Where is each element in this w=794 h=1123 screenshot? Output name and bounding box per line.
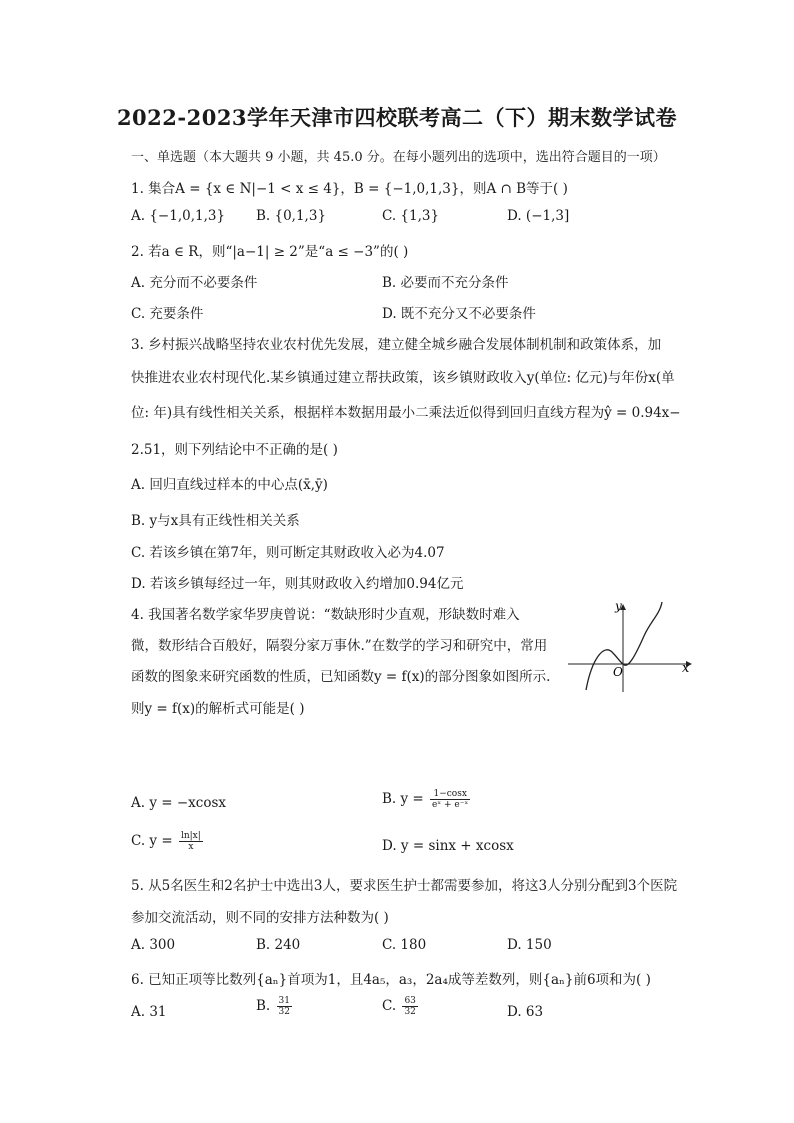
- fraction-denominator: x: [188, 842, 194, 852]
- q6-option-a: A. 31: [131, 1004, 167, 1020]
- fraction-numerator: 1−cosx: [430, 789, 470, 800]
- q4-option-c-fraction: [179, 831, 203, 852]
- q5-option-b: B. 240: [256, 937, 301, 953]
- question-2-stem: 2. 若a ∈ R，则“|a−1| ≥ 2”是“a ≤ −3”的( ): [131, 244, 409, 260]
- fraction-numerator: 31: [278, 996, 290, 1006]
- q3-option-a: A. 回归直线过样本的中心点(x̄,ȳ): [131, 477, 328, 493]
- question-3-line-1: 3. 乡村振兴战略坚持农业农村优先发展，建立健全城乡融合发展体制机制和政策体系，加: [131, 337, 662, 353]
- q6-option-b-prefix: B.: [256, 998, 271, 1014]
- q1-option-c: C. {1,3}: [382, 208, 440, 224]
- question-6-stem: 6. 已知正项等比数列{aₙ}首项为1，且4a₅，a₃，2a₄成等差数列，则{aₙ}前6项和为( ): [131, 972, 651, 988]
- question-4-line-2: 微，数形结合百般好，隔裂分家万事休.”在数学的学习和研究中，常用: [131, 638, 548, 654]
- q4-option-c: [131, 831, 205, 852]
- q2-option-a: A. 充分而不必要条件: [131, 275, 258, 291]
- fraction-numerator: 63: [404, 996, 416, 1006]
- question-1-stem: 1. 集合A = {x ∈ N|−1 < x ≤ 4}，B = {−1,0,1,3}，则A ∩ B等于( ): [131, 181, 568, 197]
- q4-option-d: D. y = sinx + xcosx: [382, 838, 514, 854]
- q5-option-a: A. 300: [131, 937, 176, 953]
- question-5-line-2: 参加交流活动，则不同的安排方法种数为( ): [131, 910, 389, 926]
- function-graph: [566, 598, 694, 694]
- question-3-line-2: 快推进农业农村现代化.某乡镇通过建立帮扶政策，该乡镇财政收入y(单位: 亿元)与年份x(单: [131, 370, 675, 386]
- q1-option-d: D. (−1,3]: [507, 208, 570, 224]
- q1-option-b: B. {0,1,3}: [256, 208, 327, 224]
- question-3-line-3: 位: 年)具有线性相关关系，根据样本数据用最小二乘法近似得到回归直线方程为ŷ = 0.94x−: [131, 405, 681, 421]
- q6-option-c: [382, 996, 420, 1017]
- q5-option-d: D. 150: [507, 937, 552, 953]
- q6-option-b-fraction: [277, 996, 292, 1017]
- y-axis-label: y: [615, 599, 622, 613]
- function-curve: [586, 602, 662, 690]
- q6-option-d: D. 63: [507, 1004, 544, 1020]
- q3-option-b: B. y与x具有正线性相关关系: [131, 513, 300, 529]
- x-axis-label: x: [682, 661, 690, 676]
- question-4-line-4: 则y = f(x)的解析式可能是( ): [131, 701, 305, 717]
- q5-option-c: C. 180: [382, 937, 427, 953]
- page-title: 2022-2023学年天津市四校联考高二（下）期末数学试卷: [116, 105, 678, 130]
- q3-option-c: C. 若该乡镇在第7年，则可断定其财政收入必为4.07: [131, 545, 445, 561]
- q2-option-c: C. 充要条件: [131, 306, 204, 322]
- question-4-line-3: 函数的图象来研究函数的性质，已知函数y = f(x)的部分图象如图所示.: [131, 669, 551, 685]
- q2-option-b: B. 必要而不充分条件: [382, 275, 509, 291]
- q4-option-c-prefix: C. y =: [131, 833, 173, 849]
- question-3-line-4: 2.51，则下列结论中不正确的是( ): [131, 442, 338, 458]
- section-heading: 一、单选题（本大题共 9 小题，共 45.0 分。在每小题列出的选项中，选出符合题目的一项）: [131, 150, 666, 165]
- q6-option-b: [256, 996, 294, 1017]
- q6-option-c-fraction: [402, 996, 417, 1017]
- q4-option-b-fraction: [430, 789, 470, 810]
- fraction-denominator: 32: [404, 1007, 416, 1017]
- question-4-line-1: 4. 我国著名数学家华罗庚曾说：“数缺形时少直观，形缺数时难入: [131, 607, 520, 623]
- q4-option-b-prefix: B. y =: [382, 791, 424, 807]
- origin-label: O: [613, 665, 623, 679]
- q4-option-a: A. y = −xcosx: [131, 795, 227, 811]
- fraction-denominator: 32: [278, 1007, 290, 1017]
- q6-option-c-prefix: C.: [382, 998, 397, 1014]
- question-5-line-1: 5. 从5名医生和2名护士中选出3人，要求医生护士都需要参加，将这3人分别分配到3个医院: [131, 878, 678, 894]
- fraction-denominator: eˣ + e⁻ˣ: [432, 800, 469, 810]
- q3-option-d: D. 若该乡镇每经过一年，则其财政收入约增加0.94亿元: [131, 576, 464, 592]
- q1-option-a: A. {−1,0,1,3}: [131, 208, 226, 224]
- q4-option-b: [382, 789, 472, 810]
- q2-option-d: D. 既不充分又不必要条件: [382, 306, 536, 322]
- fraction-numerator: ln|x|: [180, 831, 201, 841]
